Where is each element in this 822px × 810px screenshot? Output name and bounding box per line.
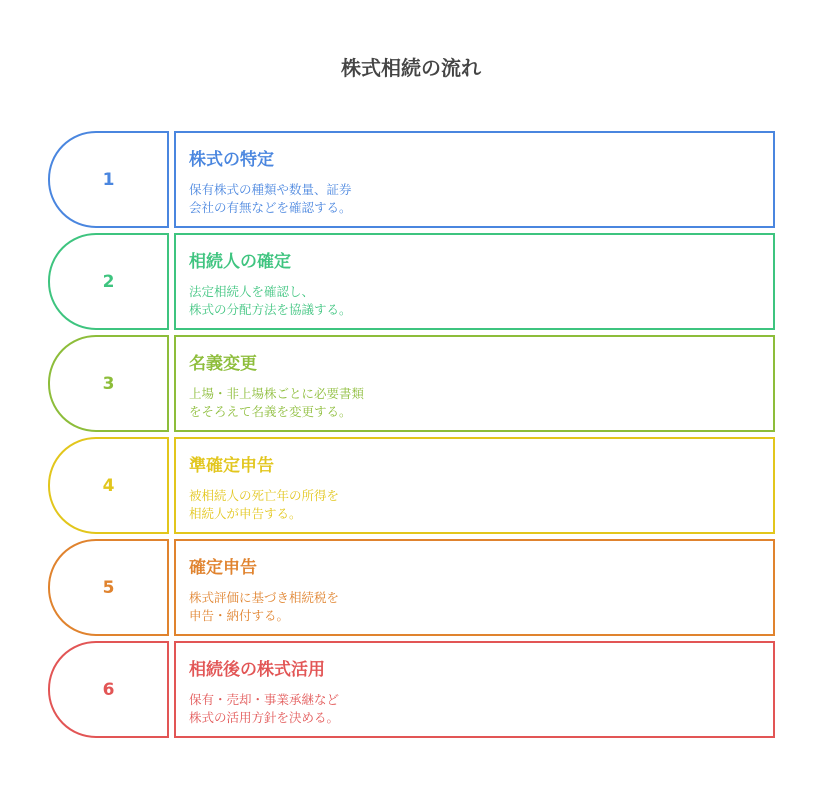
diagram-title: 株式相続の流れ [341,56,481,80]
step-heading: 相続人の確定 [189,252,291,272]
step-number-tab: 3 [48,335,169,432]
step-row [48,233,775,329]
step-box [174,641,775,738]
step-number-tab: 5 [48,539,169,636]
step-heading: 相続後の株式活用 [189,660,325,680]
step-description: 保有・売却・事業承継など 株式の活用方針を決める。 [189,692,340,725]
step-row [48,539,775,635]
step-box [174,437,775,534]
step-description: 保有株式の種類や数量、証券 会社の有無などを確認する。 [189,182,352,215]
step-description: 上場・非上場株ごとに必要書類 をそろえて名義を変更する。 [189,386,365,419]
step-description: 株式評価に基づき相続税を 申告・納付する。 [189,590,340,623]
step-row [48,335,775,431]
step-description: 法定相続人を確認し、 株式の分配方法を協議する。 [189,284,352,317]
step-box [174,233,775,330]
step-box [174,539,775,636]
step-heading: 準確定申告 [189,456,274,476]
step-description: 被相続人の死亡年の所得を 相続人が申告する。 [189,488,340,521]
step-number-tab: 6 [48,641,169,738]
step-number-tab: 1 [48,131,169,228]
step-row [48,641,775,737]
step-box [174,335,775,432]
step-heading: 確定申告 [189,558,257,578]
step-row [48,131,775,227]
step-heading: 名義変更 [189,354,257,374]
step-row [48,437,775,533]
step-number-tab: 4 [48,437,169,534]
step-number-tab: 2 [48,233,169,330]
step-box [174,131,775,228]
step-heading: 株式の特定 [189,150,274,170]
